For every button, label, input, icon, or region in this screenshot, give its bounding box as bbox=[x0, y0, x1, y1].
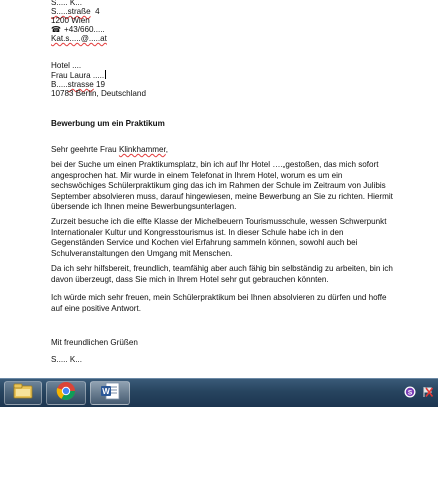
letter-subject: Bewerbung um ein Praktikum bbox=[51, 119, 165, 128]
closing: Mit freundlichen Grüßen bbox=[51, 338, 138, 347]
sender-email-address: Kat.s.....@.....at bbox=[51, 34, 107, 43]
sender-street-number: 4 bbox=[95, 7, 100, 16]
paragraph-2: Zurzeit besuche ich die elfte Klasse der Michelbeuern Tourismusschule, wessen Schwerpunkt Internationaler Kultur und Kongresstourismus ist. In dieser Schule habe ich in den Gegenständen Service und Kochen viel Erfahrung sammeln können, sowohl auch bei Schulveranstaltungen den Umgang mit Menschen. bbox=[51, 217, 387, 258]
sender-city: 1200 Wien bbox=[51, 16, 90, 25]
taskbar bbox=[0, 378, 438, 407]
system-tray bbox=[404, 386, 434, 398]
sender-email bbox=[51, 34, 107, 44]
paragraph-3: Da ich sehr hilfsbereit, freundlich, teamfähig aber auch fähig bin selbständig zu arbeiten, bin ich davon überzeugt, dass Sie mich in Ihrem Hotel sehr gut gebrauchen könnten. bbox=[51, 264, 393, 284]
recipient-street-number: 19 bbox=[96, 80, 106, 89]
phone-icon: ☎ bbox=[51, 25, 61, 34]
blank-area bbox=[0, 407, 438, 480]
salutation-suffix: , bbox=[165, 145, 168, 154]
paragraph-1: bei der Suche um einen Praktikumsplatz, bin ich auf Ihr Hotel ….„gestoßen, das mich sofort angesprochen hat. Mir wurde in einem Telefonat in Ihrem Hotel, worum es um ein sechswöchiges Schülerpraktikum ging das ich im Rahmen der Schule im Zeitraum von Julibis September absolvieren muss, darauf hingewiesen, meine Bewerbung an Sie zu richten. Hiermit übersende ich Ihnen meine Bewerbungsunterlagen. bbox=[51, 160, 393, 212]
skype-icon[interactable] bbox=[404, 386, 416, 398]
svg-text:S: S bbox=[407, 389, 413, 397]
svg-text:W: W bbox=[102, 386, 110, 396]
salutation bbox=[51, 145, 168, 155]
recipient-hotel: Hotel .... bbox=[51, 61, 82, 70]
sender-street-name: S.....straße bbox=[51, 7, 91, 16]
flag-icon[interactable] bbox=[422, 386, 434, 398]
sender-phone-number: +43/660..... bbox=[63, 25, 105, 34]
sender-name: S..... K... bbox=[51, 0, 83, 7]
recipient-person-text: Frau Laura ..... bbox=[51, 71, 105, 80]
recipient-city: 10783 Berlin, Deutschland bbox=[51, 89, 146, 98]
text-cursor bbox=[105, 70, 106, 79]
taskbar-chrome-button[interactable] bbox=[46, 381, 86, 405]
paragraph-4: Ich würde mich sehr freuen, mein Schülerpraktikum bei Ihnen absolvieren zu dürfen und hoffe auf eine positive Antwort. bbox=[51, 293, 387, 313]
signature: S..... K... bbox=[51, 355, 83, 364]
recipient-street-prefix: B..... bbox=[51, 80, 68, 89]
explorer-icon bbox=[13, 383, 33, 404]
salutation-prefix: Sehr geehrte Frau bbox=[51, 145, 119, 154]
recipient-street-name: strasse bbox=[67, 80, 94, 89]
word-icon bbox=[100, 382, 120, 405]
salutation-name: Klinkhammer bbox=[118, 145, 166, 154]
chrome-icon bbox=[56, 381, 76, 406]
taskbar-word-button[interactable] bbox=[90, 381, 130, 405]
taskbar-explorer-button[interactable] bbox=[4, 381, 42, 405]
